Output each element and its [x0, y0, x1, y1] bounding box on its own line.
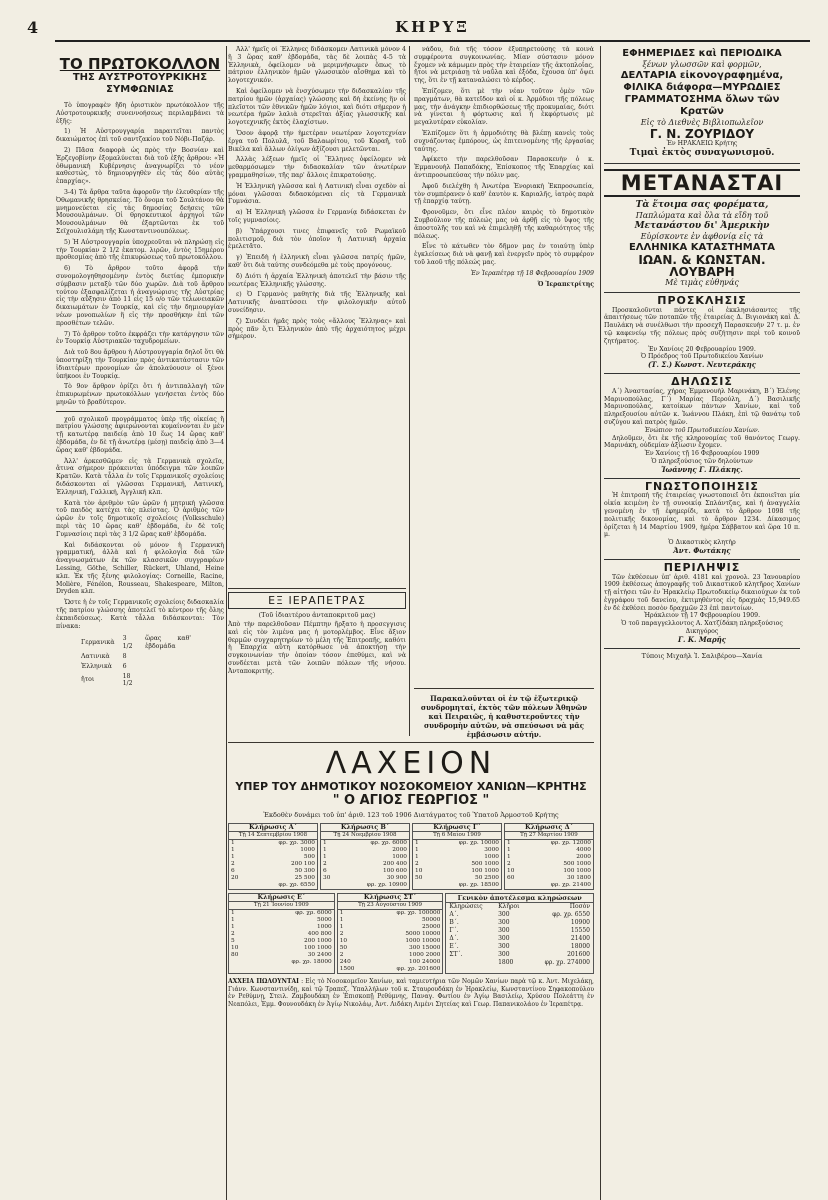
paragraph: Ἀφοῦ διελέχθη ἡ Ἀνωτέρα Ἐνοριακὴ Ἐκπροσωπεία, τὸν συμπέρανεν ὁ καθ' ἑαυτὸν κ. Καριαλῆς, ἰατρὸς παρὰ τῇ ἐπαρχίᾳ ταύτῃ. — [414, 182, 594, 206]
table-row: 6 100 600 — [323, 868, 407, 874]
table-row: 30 30 900 — [323, 875, 407, 881]
section-divider — [228, 742, 594, 743]
table-row: φρ. χρ. 18000 — [291, 959, 332, 965]
lottery-ad — [228, 746, 594, 1186]
ad-line: Τιμαὶ ἐκτὸς συναγωνισμοῦ. — [629, 147, 775, 158]
ad-line: Γ. Ν. ΖΟΥΡΙΔΟΥ — [649, 127, 755, 141]
subscriber-notice: Παρακαλοῦνται οἱ ἐν τῷ ἐξωτερικῷ συνδρομηταί, ἐκτὸς τῶν πόλεων Ἀθηνῶν καὶ Πειραιῶς, ἡ καθυστεροῦντες τὴν συνδρομὴν αὐτῶν, νὰ σπεύσωσι νὰ μᾶς ἐμβάσωσιν αὐτήν. — [420, 694, 588, 739]
column-divider — [600, 46, 601, 1200]
paragraph: Ἀλλ' ἀρκεσθῶμεν εἰς τὰ Γερμανικὰ σχολεῖα, ἅτινα σήμερον πρόκεινται ὑπόδειγμα τῶν λοιπῶν Κρατῶν. Κατὰ τἆλλα ἐν τοῖς Γερμανικοῖς σχολείοις διδάσκονται αἱ γλῶσσαι Γερμανική, Λατινική, Ἑλληνική, Γαλλική, Ἀγγλική κλπ. — [56, 457, 224, 496]
ad-date: Ἐν Χανίοις 20 Φεβρουαρίου 1909. — [648, 345, 756, 353]
table-row: Α΄. 300 φρ. χρ. 6550 — [449, 911, 590, 918]
ad-line: ΓΡΑΜΜΑΤΟΣΗΜΑ ὅλων τῶν Κρατῶν — [624, 94, 780, 117]
table-row: 50 300 15000 — [339, 945, 441, 951]
table-row: 1 φρ. χρ. 12000 — [507, 840, 591, 846]
table-row: 1 φρ. χρ. 100000 — [339, 910, 441, 916]
draw-title: Κλήρωσις Ε΄ — [229, 894, 334, 902]
lottery-agents — [228, 978, 594, 1008]
table-row: Ε΄. 300 18000 — [449, 943, 590, 950]
table-row: ἤτοι 18 1/2 — [81, 672, 133, 688]
ad-heading: ΔΗΛΩΣΙΣ — [671, 374, 733, 388]
ad-sign-title: Ὁ Πρόεδρος τοῦ Πρωτοδικείου Χανίων — [640, 353, 764, 361]
table-row: 1 2000 — [507, 854, 591, 860]
paragraph: Φρονοῦμεν, ὅτι εἶνε πλέον καιρὸς τὸ δημοτικὸν Συμβούλιον τῆς πόλεώς μας νὰ ἀρθῇ εἰς τὸ ὕψος τῆς ἀποστολῆς του καὶ νὰ ἐπιμεληθῇ τῆς καθαριότητος τῆς πόλεως. — [414, 209, 594, 240]
table-row: 1 φρ. χρ. 10000 — [415, 840, 499, 846]
table-row: Β΄. 300 10900 — [449, 919, 590, 926]
paragraph: γ) Ἐπειδὴ ἡ ἐλληνικὴ εἶναι γλῶσσα πατρίς ἡμῶν, καθ' ὅτι διὰ ταύτης συνδεόμεθα μὲ τοὺς προγόνους. — [228, 254, 406, 269]
ad-signature: Ἀντ. Φωτάκης — [673, 545, 731, 555]
article-ierapetra-continued — [414, 46, 594, 726]
draws-row-1 — [228, 823, 594, 890]
ad-invitation — [604, 293, 800, 374]
table-row: 1 5000 — [231, 917, 332, 923]
ierapetra-article — [228, 592, 406, 676]
paragraph: 7) Τὸ ἄρθρον τοῦτο ἐκφράζει τὴν κατάργησιν τῶν ἐν Τουρκίᾳ Αὐστριακῶν ταχυδρομείων. — [56, 330, 224, 346]
masthead — [27, 18, 810, 42]
ad-line: ΕΦΗΜΕΡΙΔΕΣ καὶ ΠΕΡΙΟΔΙΚΑ — [622, 48, 782, 59]
ad-label: Ἐνώπιον τοῦ Πρωτοδικείου Χανίων. — [644, 426, 760, 434]
ad-text: Προσκαλοῦνται πάντες οἱ ἐκκλησιάσαντες τῆς ἀπαιτήσεως τῶν ποταπῶν τῆς ἑταιρείας Δ. Βιγιονάκη καὶ Δ. Παυλάκη νὰ συνέλθωσι τὴν προσεχῆ Παρασκευὴν 27 τ. μ. ἐν τῷ καφενείῳ τῆς πόλεως πρὸς συζήτησιν περὶ τοῦ κοινοῦ ζητήματος. — [604, 306, 800, 345]
paragraph: β) Ὑπάρχουσι τινες ἐπιφανεῖς τοῦ Ρωμαϊκοῦ πολιτισμοῦ, διὰ τὸν ὁποῖον ἡ Λατινικὴ ἀρχαία ἐμελετᾶτο. — [228, 227, 406, 251]
agents-text: : Εἰς τὸ Νοσοκομεῖον Χανίων, καὶ ταμιευτήρια τῶν Νομῶν Χανίων παρὰ τῷ κ. Ἀντ. Μιχελάκῃ, Γιάνν. Κωνσταντινίδῃ, καὶ τῷ Τραπεζ. Ὑπαλλήλων τοῦ κ. Σταυρουδάκη ἐν Ἡρακλείῳ, Κωνσταντίνου Σηφακοπούλου ἐν Ρεθύμνῃ, Στειλ. Ζαμβουδάκη ἐν Ἐπισκοπῇ Ρεθύμνης, Παναγ. Φωτίου ἐν Ἁγίῳ Βασιλείῳ, Χρύσου Πολεάττη ἐν Νεαπόλει, Ἐμμ. Φουνουδάκη ἐν Ἁγίῳ Νικολάῳ, Ἀντ. Λιδάκη Λιμένι Σητείας καὶ Γεωρ. Παπανικολάου ἐν Ἱεραπέτρᾳ. — [228, 978, 594, 1008]
ad-sign-title: Ὁ πληρεξούσιος τῶν δηλούντων — [651, 457, 753, 465]
ad-text: Α΄) Ἀναστασίας, χήρας Ἐμμανουὴλ Μαρινάκη, Β΄) Ἑλένης Μαρινοπούλας, Γ΄) Μαρίας Περούλη, Δ΄) Βασιλικῆς Μαρινοπούλας, κατοίκων πάντων Χανίων, καὶ τοῦ πληρεξουσίου αὐτῶν κ. Ἰωάννου Πλάκη, ἐπὶ τῷ θανάτῳ τοῦ συζύγου καὶ πατρὸς ἡμῶν. — [604, 387, 800, 426]
ad-line: Παπλώματα καὶ ὅλα τὰ εἴδη τοῦ — [635, 210, 769, 220]
draw-title: Κλήρωσις ΣΤ΄ — [338, 894, 443, 902]
paragraph: 3-4) Τὰ ἄρθρα ταῦτα ἀφοροῦν τὴν ἐλευθερίαν τῆς Ὀθωμανικῆς θρησκείας. Τὸ ὄνομα τοῦ Σουλτάνου θὰ μνημονεύεται εἰς τὰς δημοσίας δεήσεις τῶν Μουσουλμάνων. Οἱ θρησκευτικοὶ ἀρχηγοὶ τῶν Μουσουλμάνων θὰ ἐξαρτῶνται ἐκ τοῦ Σεϊχουλισλάμη τῆς Κωνσταντινουπόλεως. — [56, 188, 224, 235]
draws-summary — [445, 893, 594, 974]
table-row: 2 500 1000 — [415, 861, 499, 867]
ad-heading: ΠΕΡΙΛΗΨΙΣ — [663, 560, 741, 574]
article-protocol — [56, 46, 224, 1200]
agents-title: ΑΧΧΕΙΑ ΠΩΛΟΥΝΤΑΙ — [228, 978, 299, 985]
table-row: 2 200 100 — [231, 861, 315, 867]
ad-line: ΙΩΑΝ. & ΚΩΝΣΤΑΝ. ΛΟΥΒΑΡΗ — [638, 252, 766, 279]
table-row: 2 1000 2000 — [339, 952, 441, 958]
table-row: Λατινικὰ 8 — [81, 653, 127, 660]
ad-heading: ΓΝΩΣΤΟΠΟΙΗΣΙΣ — [645, 479, 759, 493]
ad-heading: ΜΕΤΑΝΑΣΤΑΙ — [604, 169, 800, 197]
ad-summary — [604, 560, 800, 649]
draw-date: Τῇ 6 Μαΐου 1909 — [413, 832, 501, 840]
table-row: 1 25000 — [339, 924, 441, 930]
table-row: 5 200 1000 — [231, 938, 332, 944]
draws-row-2 — [228, 893, 594, 974]
table-row: 1500 φρ. χρ. 201600 — [339, 966, 441, 972]
table-row: 1 3000 — [415, 847, 499, 853]
paragraph: Ὥστε ἡ ἐν τοῖς Γερμανικοῖς σχολείοις διδασκαλία τῆς πατρίου γλώσσης ἀποτελεῖ τὸ κέντρον τῆς ὅλης ἐκπαιδεύσεως. Κατὰ τἆλλα διδάσκονται: Τὸν πίνακα: — [56, 599, 224, 630]
ad-signature: Γ. Κ. Μαρῆς — [678, 634, 726, 644]
lottery-subtitle: ΥΠΕΡ ΤΟΥ ΔΗΜΟΤΙΚΟΥ ΝΟΣΟΚΟΜΕΙΟΥ ΧΑΝΙΩΝ—ΚΡΗΤΗΣ — [235, 780, 587, 793]
ad-text: Ἡ ἐπιτροπὴ τῆς ἑταιρείας γνωστοποιεῖ ὅτι ἐκποιεῖται μία οἰκία κειμένη ἐν τῇ συνοικίᾳ Σπλάντζας, καὶ ἡ ἀναγγελία γενομένη ἐν τῇ ἐφημερίδι, κατὰ τὸ ἄρθρον 1098 τῆς πολιτικῆς δικονομίας, καὶ τὸ ἄρθρον 1234. Δίκασιμος ὀρίζεται ἡ 14 Μαρτίου 1909, ἡμέρα Σάββατον καὶ ὥρα 10 π. μ. — [604, 492, 800, 539]
paragraph: 2) Πᾶσα διαφορὰ ὡς πρὸς τὴν Βοσνίαν καὶ Ἑρζεγοβίνην ἐξομαλύνεται διὰ τοῦ ἑξῆς ἄρθρου: «Ἡ ὀθωμανικὴ Κυβέρνησις ἀναγνωρίζει τὸ νέον καθεστώς, τὸ δημιουργηθὲν εἰς τὰς δύο αὐτὰς ἐπαρχίας». — [56, 146, 224, 186]
ad-line: ΦΙΛΙΚΑ διάφορα—ΜΥΡΩΔΙΕΣ — [623, 82, 781, 93]
table-row: 2 500 1000 — [507, 861, 591, 867]
table-row: φρ. χρ. 18500 — [458, 882, 499, 888]
paragraph: Καὶ διδάσκονται οὐ μόνον ἡ Γερμανικὴ γραμματική, ἀλλὰ καὶ ἡ φιλολογία διὰ τῶν ἀναγνωσμάτων ἐκ τῶν κλασσικῶν συγγραφέων Lessing, Göthe, Schiller, Rückert, Uhland, Heine κλπ. Ἐκ τῆς ξένης φιλολογίας: Corneille, Racine, Molière, Fénélon, Rousseau, Shakespeare, Milton, Dryden κλπ. — [56, 541, 224, 596]
draw-title: Κλήρωσις Γ΄ — [413, 824, 501, 832]
table-row: φρ. χρ. 10900 — [366, 882, 407, 888]
draw-title: Κλήρωσις Β΄ — [321, 824, 409, 832]
lottery-note: Ἐκδοθὲν δυνάμει τοῦ ὑπ' ἀριθ. 123 τοῦ 1906 Διατάγματος τοῦ Ὑπατοῦ Ἁρμοστοῦ Κρήτης — [263, 811, 559, 819]
table-header: Κληρώσεις Κλῆροι Ποσὸν — [449, 903, 590, 910]
draw-title: Κλήρωσις Α΄ — [229, 824, 317, 832]
summary-title: Γενικὸν ἀποτέλεσμα κληρώσεων — [446, 894, 593, 903]
ad-sign-title: Ὁ Δικαστικὸς κλητὴρ — [668, 539, 736, 547]
paragraph: ζ) Συνδέει ἡμᾶς πρὸς τοὺς «ἄλλους Ἕλληνας» καὶ πρὸς πᾶν ὅ,τι Ἑλληνικὸν ἀπὸ τῆς ἀρχαιότητος μέχρι σήμερον. — [228, 317, 406, 341]
table-row: 1 φρ. χρ. 6000 — [323, 840, 407, 846]
paragraph: Καὶ ὀφείλομεν νὰ ἐνσχύσωμεν τὴν διδασκαλίαν τῆς πατρίου ἡμῶν (ἀρχαίας) γλώσσης καὶ δὴ ἐκείνης ἣν οἱ πλεῖστοι τῶν ἐθνικῶν ἡμῶν λόγιοι, καὶ διότι σήμερον ἡ νεωτέρα ἡμῶν λαλιὰ στερεῖται ἀξίας γλωσσικῆς καὶ λογοτεχνικῆς ἐκτὸς ἐλαχίστων. — [228, 87, 406, 127]
hours-table — [76, 633, 196, 690]
ad-emigrants — [604, 164, 800, 293]
table-row: 1 2000 — [323, 847, 407, 853]
draw-table — [228, 893, 335, 974]
paragraph: χοῦ σχολικοῦ προγράμματος ὑπὲρ τῆς οἰκείας ἢ πατρίου γλώσσης ἀφιερώνονται κυμαίνονται ἐν μὲν τῇ κατωτέρᾳ παιδείᾳ ἀπὸ 10 ἕως 14 ὥρας καθ' ἑβδομάδα, ἐν δὲ τῇ ἀνωτέρᾳ (μέσῃ) παιδείᾳ ἀπὸ 3—4 ὥρας καθ' ἑβδομάδα. — [56, 415, 224, 454]
paragraph: Ἀλλ' ἡμεῖς οἱ Ἕλληνες διδάσκομεν Λατινικὰ μόνον 4 ἢ 3 ὥρας καθ' ἑβδομάδα, τὰς δὲ λοιπὰς 4-5 τὰ Ἑλληνικὰ, ὀφείλομεν νὰ μεριμνήσωμεν ὅπως τὸ πάτριον ἑλληνικὸν ἡμῶν γλωσσικὸν αἴσθημα καὶ τὸ λογοτεχνικόν. — [228, 46, 406, 85]
paragraph: νάδου, διὰ τῆς τόσον ἐξυπηρετούσης τὰ κοινὰ συμφέροντα συγκοινωνίας. Μίαν σύστασιν μόνον ἔχομεν νὰ κάμωμεν πρὸς τὴν ἑταιρείαν τῆς ἀκτοπλοΐας, ἤτοι νὰ μετριάσῃ τὰ ναῦλα καὶ ἐξόδα, ἔχουσα ὑπ' ὄψει της, ὅτι ἐν τῇ καταναλώσει τὸ κέρδος. — [414, 46, 594, 85]
paragraph: δ) Διότι ἡ ἀρχαία Ἑλληνικὴ ἀποτελεῖ τὴν βάσιν τῆς νεωτέρας Ἑλληνικῆς γλώσσης. — [228, 272, 406, 288]
table-row: 2 200 400 — [323, 861, 407, 867]
paragraph: 1) Ἡ Αὐστρουγγαρία παραιτεῖται παντὸς δικαιώματος ἐπὶ τοῦ σαντζακίου τοῦ Νόβι-Παζάρ. — [56, 128, 224, 144]
ad-line: ΕΛΛΗΝΙΚΑ ΚΑΤΑΣΤΗΜΑΤΑ — [628, 241, 776, 253]
draw-date: Τῇ 27 Μαρτίου 1909 — [505, 832, 593, 840]
table-row: Δ΄. 300 21400 — [449, 935, 590, 942]
draw-table — [504, 823, 594, 890]
signature: Ὁ Ἱεραπετρίτης — [537, 280, 594, 288]
ad-line: Μετανάστου δι' Ἀμερικὴν — [634, 220, 770, 231]
ad-notification — [604, 479, 800, 560]
table-row: 20 25 500 — [231, 875, 315, 881]
ad-heading: ΠΡΟΣΚΛΗΣΙΣ — [657, 293, 747, 307]
section-divider — [414, 688, 594, 689]
ierapetra-text: Ἀπὸ τὴν παρελθοῦσαν Πέμπτην ἤρξατο ἡ προσεγγισις καὶ εἰς τὸν λιμένα μας ἡ μοτορλέμβος. Εἶνε ἄξιον θερμῶν συγχαρητηρίων τὸ μέλη τῆς Ἐπιτροπῆς, καθότι ἡ Ἐπαρχία αὕτη κατόρθωσε νὰ ἀποκτήσῃ τὴν συγκοινωνίαν τὴν ὁποίαν τόσον ἐπεθύμει, καὶ νὰ συνδέεται μετὰ τῶν λοιπῶν πόλεων τῆς νήσου. Ἀνταποκριτής. — [228, 621, 406, 675]
ad-bookshop — [604, 46, 800, 164]
table-row: 1 1000 — [231, 847, 315, 853]
paragraph: α) Ἡ Ἑλληνικὴ γλῶσσα ἐν Γερμανίᾳ διδάσκεται ἐν τοῖς γυμνασίοις. — [228, 209, 406, 224]
draw-date: Τῇ 14 Σεπτεμβρίου 1908 — [229, 832, 317, 840]
draw-table — [320, 823, 410, 890]
paragraph: Ἐπίζομεν, ὅτι μὲ τὴν νέαν τοῦτον ὁμὲν τῶν πραγμάτων, θὰ κατεῖδον καὶ οἱ κ. Ἁρμόδιοι τῆς πόλεως μας, τὴν ἀνάγκην ἐπιδιορθώσεως τῆς προκυμαίας, διότι νὰ γίνεται ἡ φόρτωσις καὶ ἡ ἐκφόρτωσις μὲ μεγαλυτέραν εὐκολίαν. — [414, 87, 594, 127]
draw-date: Τῇ 21 Ἰουνίου 1909 — [229, 902, 334, 910]
ad-line: Μὲ τιμὰς εὐθηνάς — [665, 277, 739, 287]
ad-text: Δηλοῦμεν, ὅτι ἐκ τῆς κληρονομίας τοῦ θανόντος Γεωργ. Μαρινάκη, οὐδεμίαν ἀξίωσιν ἔχομεν. — [604, 434, 800, 450]
printer-line: Τύποις Μιχαὴλ Ἰ. Σαλιβέρου—Χανία — [641, 651, 763, 660]
table-row: 1 1000 — [231, 924, 332, 930]
ad-date: Ἐν Χανίοις τῇ 16 Φεβρουαρίου 1909 — [644, 450, 760, 458]
paragraph: ε) Ὁ Γερμανὸς μαθητὴς διὰ τῆς Ἑλληνικῆς καὶ Λατινικῆς ἀναπτύσσει τὴν φιλολογικὴν αὐτοῦ συνείδησιν. — [228, 291, 406, 314]
paragraph: Ἀλλὰς λέξεων ἡμεῖς οἱ Ἕλληνες ὀφείλομεν νὰ μεθαρμόσωμεν τὴν διδασκαλίαν τῶν ἀνωτέρων γραμμαθησίων, τῆς παρ' ἄλλοις ἐπικρατούσης. — [228, 156, 406, 179]
table-row: Ἑλληνικὰ 6 — [81, 662, 127, 670]
table-row: 1 1000 — [415, 854, 499, 860]
table-row: 1 50000 — [339, 917, 441, 923]
ad-line: Εὑρίσκοντε ἐν ἀφθονίᾳ εἰς τὰ — [640, 231, 764, 241]
table-row: 10 100 1000 — [415, 868, 499, 874]
table-row: φρ. χρ. 21400 — [550, 882, 591, 888]
table-row: 50 50 2500 — [415, 875, 499, 881]
ad-line: Εἰς τὸ Διεθνὲς Βιβλιοπωλεῖον — [640, 118, 764, 127]
table-row: Γ΄. 300 15550 — [449, 927, 590, 934]
table-row: 2 5000 10000 — [339, 931, 441, 937]
paragraph: Ἡ Ἑλληνικὴ γλῶσσα καὶ ἡ Λατινικὴ εἶναι σχεδὸν αἱ μόναι γλῶσσαι διδασκόμεναι εἰς τὰ Γερμανικὰ Γυμνάσια. — [228, 182, 406, 206]
table-row: 1 φρ. χρ. 3000 — [231, 840, 315, 846]
article-title: ΤΟ ΠΡΩΤΟΚΟΛΛΟΝ — [59, 55, 221, 73]
table-row: 1 φρ. χρ. 6000 — [231, 910, 332, 916]
ad-signature: Ἰωάννης Γ. Πλάκης. — [661, 464, 743, 474]
lottery-name: " Ο ΑΓΙΟΣ ΓΕΩΡΓΙΟΣ " — [332, 793, 490, 808]
article-subtitle: ΤΗΣ ΑΥΣΤΡΟΤΟΥΡΚΙΚΗΣ ΣΥΜΦΩΝΙΑΣ — [72, 72, 208, 95]
draw-title: Κλήρωσις Δ΄ — [505, 824, 593, 832]
table-row: 60 30 1800 — [507, 875, 591, 881]
newspaper-title: ΚΗΡΥΞ — [395, 18, 470, 36]
ad-line: Ἐν ΗΡΑΚΛΕΙΩ Κρήτης — [666, 140, 738, 147]
ierapetra-subheading: (Τοῦ ἰδιαιτέρου ἀνταποκριτοῦ μας) — [258, 611, 376, 619]
ad-line: ΔΕΛΤΑΡΙΑ εἰκονογραφημένα, — [620, 70, 784, 81]
table-row: Γερμανικὰ 3 1/2 ὥρας καθ' ἑβδομάδα — [81, 635, 191, 651]
ad-sign-title: Ὁ τοῦ παραγγελλοντος Α. Χατζίδάκη πληρεξούσιος Δικηγόρος — [621, 620, 783, 636]
table-row: 10 100 1000 — [507, 868, 591, 874]
paragraph: Διὰ τοῦ 8ου ἄρθρου ἡ Αὐστρουγγαρία δηλοῖ ὅτι θὰ ὑποστηρίξῃ τὴν Τουρκίαν πρὸς ἀντικατάστασιν τῶν ἰδιαιτέρων προνομίων ὧν ἀπολαύουσιν οἱ ξένοι ὑπήκοοι ἐν Τουρκίᾳ. — [56, 349, 224, 380]
draw-table — [412, 823, 502, 890]
article-continued — [228, 46, 406, 622]
paragraph: Κατὰ τὸν ἀριθμὸν τῶν ὡρῶν ἡ μητρικὴ γλῶσσα τοῦ παιδὸς κατέχει τὰς πλείστας. Ὁ ἀριθμὸς τῶν ὡρῶν ἐν τοῖς δημοτικοῖς σχολείοις (Volksschule) περὶ τὰς 10 ὥρας καθ' ἑβδομάδα, ἐν δὲ τοῖς Γυμνασίοις περὶ τὰς 3 1/2 ὥρας καθ' ἑβδομάδα. — [56, 499, 224, 538]
section-divider — [56, 411, 224, 412]
table-total: 1800 φρ. χρ. 274000 — [498, 959, 590, 966]
column-divider — [226, 46, 227, 1200]
ierapetra-heading: ΕΞ ΙΕΡΑΠΕΤΡΑΣ — [228, 592, 406, 609]
classified-ads — [604, 46, 800, 1200]
section-divider — [228, 588, 406, 589]
table-row: ΣΤ΄. 300 201600 — [449, 951, 590, 958]
paragraph: Ἀφίκετο τὴν παρελθοῦσαν Παρασκευὴν ὁ κ. Ἐμμανουὴλ Παπαδόκης, Ἐπίσκοπος τῆς Ἐπαρχίας καὶ ἀντιπροσωπεύσας τὴν πόλιν μας. — [414, 156, 594, 179]
paragraph: 6) Τὸ ἄρθρον τοῦτο ἀφορᾷ τὴν συνομολογηθησομένην ἐντὸς διετίας ἐμπορικὴν σύμβασιν μεταξὺ τῶν δύο χωρῶν. Διὰ τοῦ ἄρθρου τούτου ἐξασφαλίζεται ἡ ἀναγνώρισις τῆς Αὐστρίας εἰς τὴν αὔξησιν ἀπὸ 11 εἰς 15 ο/ο τῶν τελωνειακῶν δικαιωμάτων ἐν Τουρκίᾳ, καὶ εἰς τὴν δημιουργίαν νέων μονοπωλίων ἢ εἰς τὴν προσθήκην ἐπὶ τῶν προσθέτων τελῶν. — [56, 265, 224, 327]
draw-table — [337, 893, 444, 974]
table-row: 1 500 — [231, 854, 315, 860]
table-row: φρ. χρ. 6550 — [278, 882, 315, 888]
table-row: 240 100 24000 — [339, 959, 441, 965]
paragraph: Ἐλπίζομεν ὅτι ἡ ἀρμοδιότης θὰ βλέπῃ κανεὶς τοὺς συχνάζοντας ἐμπόρους, ὡς ἐπιτεινομένης τῆς ἐργασίας ταύτης. — [414, 129, 594, 153]
ad-date: Ἡράκλειον τῇ 17 Φεβρουαρίου 1909. — [643, 612, 761, 620]
table-row: 80 30 2400 — [231, 952, 332, 958]
dateline: Ἐν Ἱεραπέτρᾳ τῇ 18 Φεβρουαρίου 1909 — [470, 269, 594, 277]
paragraph: Εἶνε τὸ κάτωθεν τὸν δῆμον μας ἐν τοιαύτῃ ὑπὲρ ἐγκλείσεως διὰ νὰ φανῇ καὶ ἐνεργεῖν πρὸς τὸ συμφέρον τοῦ λαοῦ τῆς πόλεώς μας. — [414, 243, 594, 266]
paragraph: 5) Ἡ Αὐστρουγγαρία ὑποχρεοῦται νὰ πληρώσῃ εἰς τὴν Τουρκίαν 2 1/2 ἑκατομ. λιρῶν, ἐντὸς 15ημέρου προθεσμίας ἀπὸ τῆς ἐπικυρώσεως τοῦ πρωτοκόλλου. — [56, 238, 224, 262]
lottery-title: ΛΑΧΕΙΟΝ — [325, 746, 497, 781]
paragraph: Ὅσον ἀφορᾷ τὴν ἡμετέραν νεωτέραν λογοτεχνίαν ἔργα τοῦ Πολυλᾶ, τοῦ Βαλαωρίτου, τοῦ Κοραῆ, τοῦ Βικέλα καὶ ἄλλων ὀλίγων ἀξίζουσι μελετῶνται. — [228, 129, 406, 153]
table-row: 6 50 300 — [231, 868, 315, 874]
draw-date: Τῇ 24 Νοεμβρίου 1908 — [321, 832, 409, 840]
table-row: 10 100 1000 — [231, 945, 332, 951]
table-row: 1 4000 — [507, 847, 591, 853]
ad-line: ξένων γλωσσῶν καὶ φορμῶν, — [642, 60, 762, 69]
table-row: 2 400 800 — [231, 931, 332, 937]
table-row: 1 1000 — [323, 854, 407, 860]
paragraph: Τὸ ὑπογραφὲν ἤδη ὁριστικὸν πρωτόκολλον τῆς Αὐστροτουρκικῆς συνεννοήσεως περιλαμβάνει τὰ ἑξῆς: — [56, 102, 224, 125]
ad-signature: (Τ. Σ.) Κωνστ. Νευτεράκης — [648, 360, 756, 370]
table-row: 10 1000 10000 — [339, 938, 441, 944]
paragraph: Τὸ 9ον ἄρθρον ὁρίζει ὅτι ἡ ἀντιπαλλαγὴ τῶν ἐπικυρωμένων πρωτοκόλλων γενήσεται ἐντὸς δύο μηνῶν τὸ βραδύτερον. — [56, 383, 224, 406]
column-divider — [409, 46, 410, 736]
draw-date: Τῇ 23 Αὐγούστου 1909 — [338, 902, 443, 910]
page-number: 4 — [27, 18, 39, 37]
draw-table — [228, 823, 318, 890]
ad-declaration — [604, 374, 800, 479]
ad-line: Τὰ ἕτοιμα σας φορέματα, — [635, 199, 769, 210]
ad-text: Τῶν ἐκθέσεων ὑπ' ἀριθ. 4181 καὶ χρονολ. 23 Ἰανουαρίου 1909 ἐκθέσεως ἀπογραφῆς τοῦ Δικαστικοῦ κλητῆρος Χανίων τῇ αἰτήσει τῶν ἐν Ἡρακλείῳ Πρωτοδικείῳ δικαιούχων ἐκ τοῦ ἐγγράφου τοῦ δανείου, ἐκτιμηθέντος εἰς δραχμὰς 15,949.65 ἐν δὲ ἐκθέσει ποσὸν δραχμῶν 23 ἐπὶ παντοίων. — [604, 573, 800, 612]
